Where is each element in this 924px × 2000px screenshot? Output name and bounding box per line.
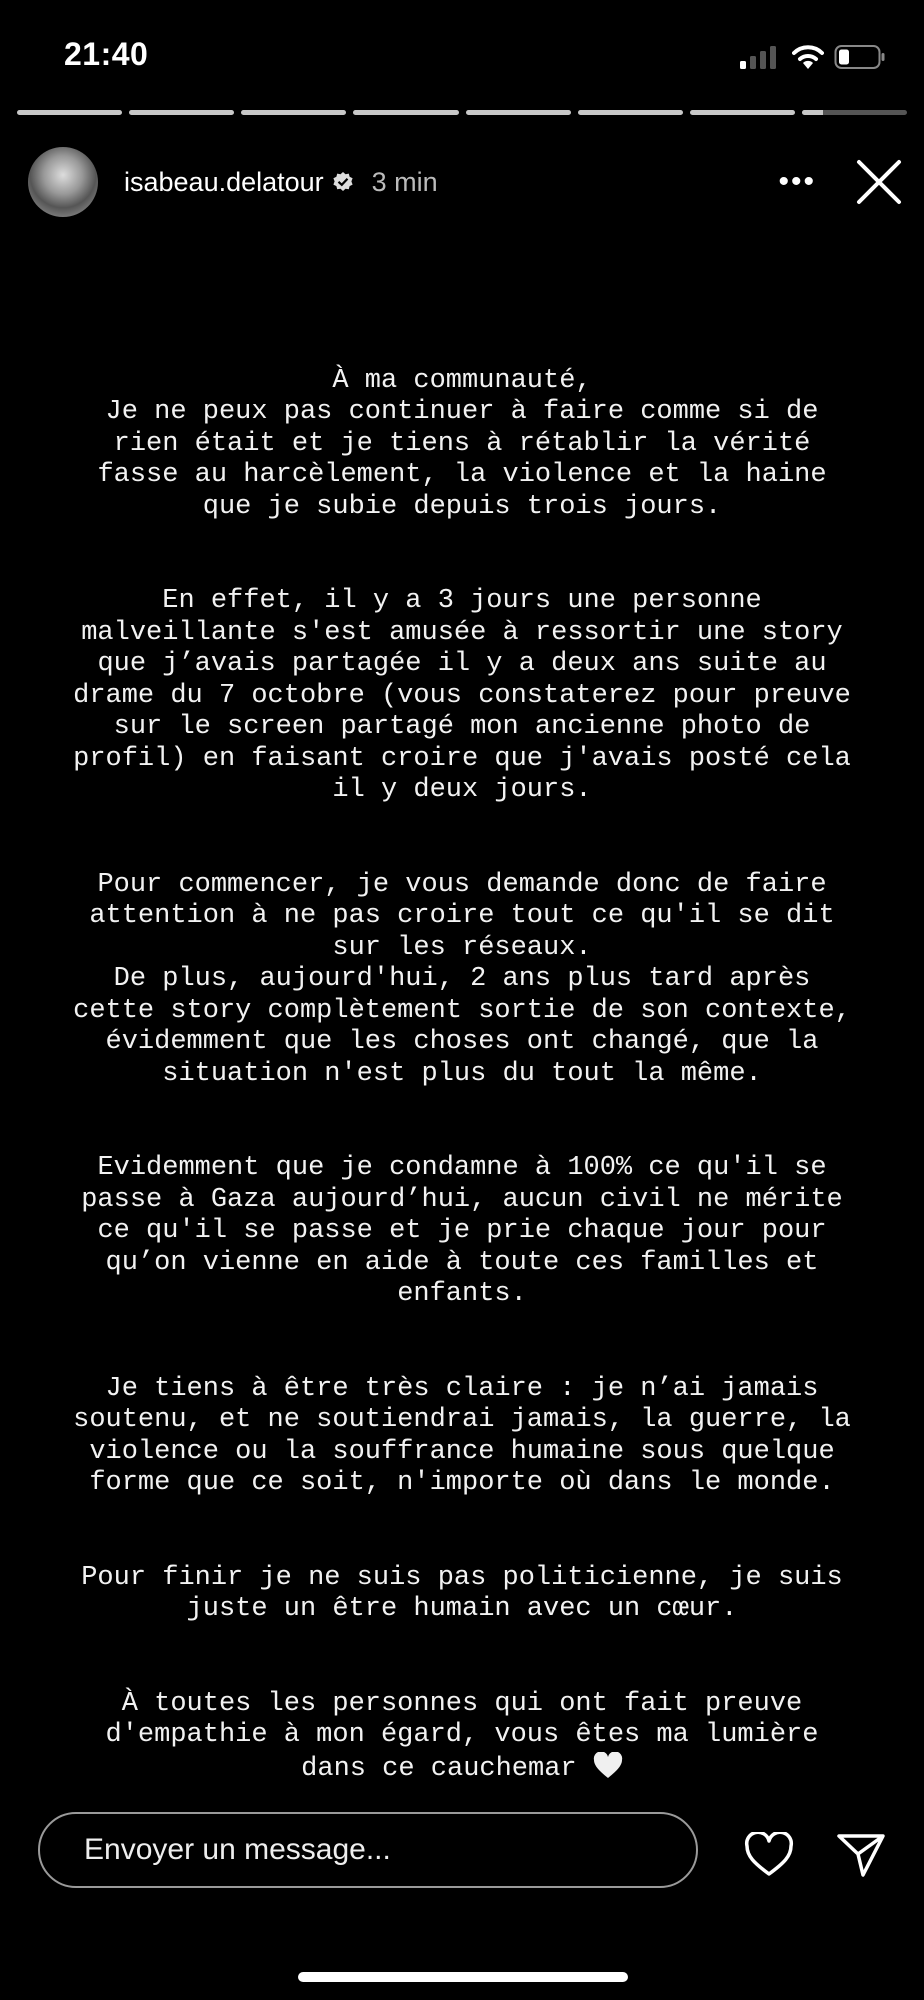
story-paragraph-last xyxy=(20,1689,904,1786)
status-time: 21:40 xyxy=(64,36,149,72)
progress-segment-fill xyxy=(578,110,683,115)
story-paragraph: À toutes les personnes qui ont fait preuve d'empathie à mon égard, vous êtes ma lumière dans ce cauchemar xyxy=(105,1688,819,1784)
story-paragraph: Pour finir je ne suis pas politicienne, je suis juste un être humain avec un cœur. xyxy=(81,1562,843,1624)
progress-segment-fill xyxy=(466,110,571,115)
progress-segment xyxy=(17,110,122,115)
home-indicator[interactable] xyxy=(298,1972,628,1982)
post-time: 3 min xyxy=(371,166,438,197)
progress-segment-fill xyxy=(241,110,346,115)
progress-segment xyxy=(129,110,234,115)
story-header xyxy=(28,146,902,218)
progress-segment xyxy=(353,110,458,115)
send-icon[interactable] xyxy=(836,1832,886,1883)
progress-segment-fill xyxy=(802,110,823,115)
more-options-icon[interactable]: ••• xyxy=(778,165,816,198)
like-heart-icon[interactable] xyxy=(744,1832,794,1883)
progress-segment xyxy=(241,110,346,115)
progress-segment-fill xyxy=(353,110,458,115)
story-paragraph: Pour commencer, je vous demande donc de faire attention à ne pas croire tout ce qu'il se dit sur les réseaux. De plus, aujourd'hui, 2 ans plus tard après cette story complètement sortie de son contexte, évidemment que les choses ont changé, que la situation n'est plus du tout la même. xyxy=(73,869,851,1089)
message-placeholder: Envoyer un message... xyxy=(84,1833,391,1866)
progress-segment-fill xyxy=(17,110,122,115)
progress-segment-fill xyxy=(690,110,795,115)
avatar[interactable] xyxy=(28,147,98,217)
message-input[interactable] xyxy=(38,1812,698,1888)
story-text xyxy=(20,334,904,1848)
wifi-icon xyxy=(792,44,824,70)
progress-segment xyxy=(578,110,683,115)
white-heart-icon xyxy=(593,1752,623,1779)
story-paragraph: À ma communauté, Je ne peux pas continuer à faire comme si de rien était et je tiens à rétablir la vérité fasse au harcèlement, la violence et la haine que je subie depuis trois jours. xyxy=(97,365,827,522)
progress-segment xyxy=(802,110,907,115)
story-paragraph: En effet, il y a 3 jours une personne malveillante s'est amusée à ressortir une story que j’avais partagée il y a deux ans suite au drame du 7 octobre (vous constaterez pour preuve sur le screen partagé mon ancienne photo de profil) en faisant croire que j'avais posté cela il y deux jours. xyxy=(73,586,851,805)
progress-segment xyxy=(690,110,795,115)
signal-icon xyxy=(738,44,782,70)
story-progress-bar xyxy=(17,110,907,115)
status-icons xyxy=(738,44,886,70)
story-paragraph: Je tiens à être très claire : je n’ai jamais soutenu, et ne soutiendrai jamais, la guerre, la violence ou la souffrance humaine sous quelque forme que ce soit, n'importe où dans le monde. xyxy=(73,1373,851,1498)
progress-segment xyxy=(466,110,571,115)
username[interactable]: isabeau.delatour xyxy=(124,166,324,197)
story-paragraph: Evidemment que je condamne à 100% ce qu'il se passe à Gaza aujourd’hui, aucun civil ne mérite ce qu'il se passe et je prie chaque jour pour qu’on vienne en aide à toute ces familles et enfants. xyxy=(81,1153,843,1309)
verified-badge-icon xyxy=(332,171,354,193)
close-icon[interactable] xyxy=(856,159,902,205)
battery-icon xyxy=(834,44,886,70)
progress-segment-fill xyxy=(129,110,234,115)
